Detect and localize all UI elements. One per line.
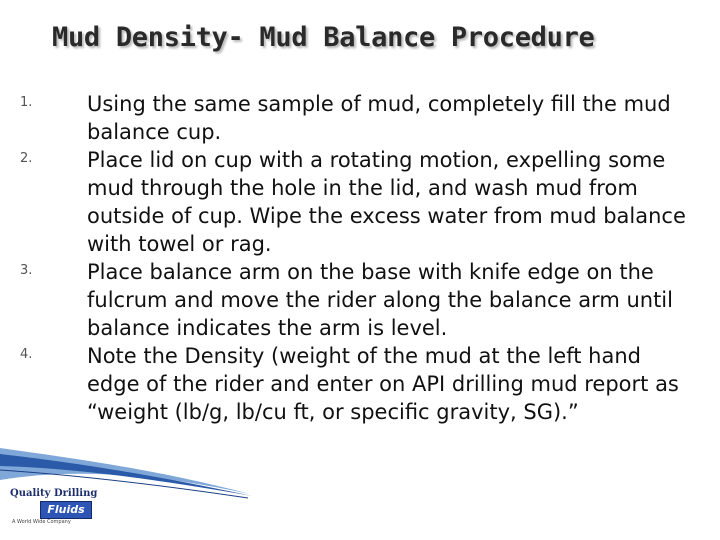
step-text: Place balance arm on the base with knife edge on the fulcrum and move the rider along the balance arm until balance indicates the arm is level.: [87, 260, 673, 340]
step-number: 3.: [20, 263, 33, 278]
company-logo: [8, 488, 98, 530]
step-text: Place lid on cup with a rotating motion, expelling some mud through the hole in the lid, and wash mud from outside of cup. Wipe the excess water from mud balance with towel or rag.: [87, 148, 686, 256]
step-text: Using the same sample of mud, completely fill the mud balance cup.: [87, 92, 671, 144]
step-number: 4.: [20, 347, 33, 362]
step-number: 1.: [20, 95, 33, 110]
logo-tagline: A World Wide Company: [12, 519, 71, 525]
slide-title: Mud Density- Mud Balance Procedure: [52, 22, 595, 53]
list-item: [20, 258, 700, 342]
list-item: [20, 90, 700, 146]
step-number: 2.: [20, 151, 33, 166]
logo-top-text: Quality Drilling: [10, 488, 98, 499]
procedure-steps-list: [20, 90, 700, 426]
list-item: [20, 146, 700, 258]
logo-badge: Fluids: [40, 501, 92, 519]
step-text: Note the Density (weight of the mud at the left hand edge of the rider and enter on API drilling mud report as “weight (lb/g, lb/cu ft, or specific gravity, SG).”: [87, 344, 679, 424]
list-item: [20, 342, 700, 426]
